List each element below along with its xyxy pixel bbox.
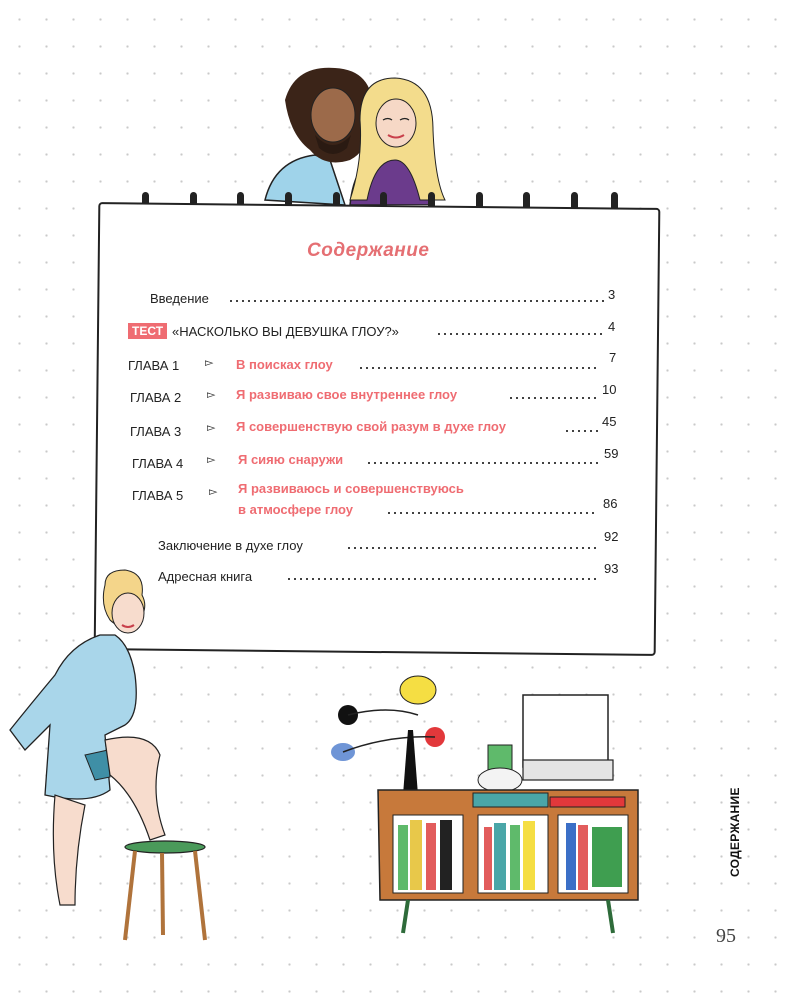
chapter-number: ГЛАВА 1: [128, 358, 180, 373]
chapter-number: ГЛАВА 5: [132, 488, 184, 503]
toc-entry-label[interactable]: Адресная книга: [158, 569, 253, 584]
couple-illustration: [255, 60, 465, 205]
toc-entry-page: 59: [604, 446, 619, 461]
toc-entry-page: 3: [608, 287, 616, 302]
leader-dots: [366, 462, 598, 464]
toc-entry-page: 92: [604, 529, 619, 544]
toc-entry-label[interactable]: Я сияю снаружи: [238, 452, 344, 467]
toc-entry-page: 4: [608, 319, 616, 334]
toc-entry-label[interactable]: Заключение в духе глоу: [158, 538, 303, 553]
chapter-number: ГЛАВА 3: [130, 424, 182, 439]
toc-entry-label-line2[interactable]: в атмосфере глоу: [238, 502, 354, 517]
leader-dots: [564, 430, 598, 432]
flag-icon: ▻: [207, 389, 216, 401]
flag-icon: ▻: [207, 422, 216, 434]
toc-entry-page: 10: [602, 382, 617, 397]
toc-entry-page: 93: [604, 561, 619, 576]
toc-entry-label[interactable]: Я совершенствую свой разум в духе глоу: [236, 419, 506, 434]
test-badge: ТЕСТ: [128, 323, 167, 339]
toc-entry-label[interactable]: Введение: [150, 291, 209, 306]
leader-dots: [286, 578, 598, 580]
leader-dots: [358, 367, 600, 369]
toc-entry-label[interactable]: Я развиваю свое внутреннее глоу: [236, 387, 458, 402]
leader-dots: [228, 300, 604, 302]
flag-icon: ▻: [207, 454, 216, 466]
toc-entry-label[interactable]: «НАСКОЛЬКО ВЫ ДЕВУШКА ГЛОУ?»: [172, 324, 399, 339]
chapter-number: ГЛАВА 4: [132, 456, 184, 471]
leader-dots: [386, 512, 598, 514]
leader-dots: [346, 547, 600, 549]
page-number: 95: [716, 925, 736, 947]
toc-title: Содержание: [307, 240, 430, 261]
flag-icon: ▻: [205, 357, 214, 369]
woman-robe-illustration: [0, 565, 215, 945]
toc-entry-label[interactable]: В поисках глоу: [236, 357, 333, 372]
toc-entry-page: 86: [603, 496, 618, 511]
toc-entry-page: 45: [602, 414, 617, 429]
toc-entry-page: 7: [609, 350, 617, 365]
chapter-number: ГЛАВА 2: [130, 390, 182, 405]
leader-dots: [508, 397, 598, 399]
section-side-label: СОДЕРЖАНИЕ: [728, 787, 742, 877]
shelf-illustration: [318, 665, 648, 945]
toc-entry-label-line1[interactable]: Я развиваюсь и совершенствуюсь: [238, 481, 464, 496]
leader-dots: [436, 333, 602, 335]
flag-icon: ▻: [209, 486, 218, 498]
